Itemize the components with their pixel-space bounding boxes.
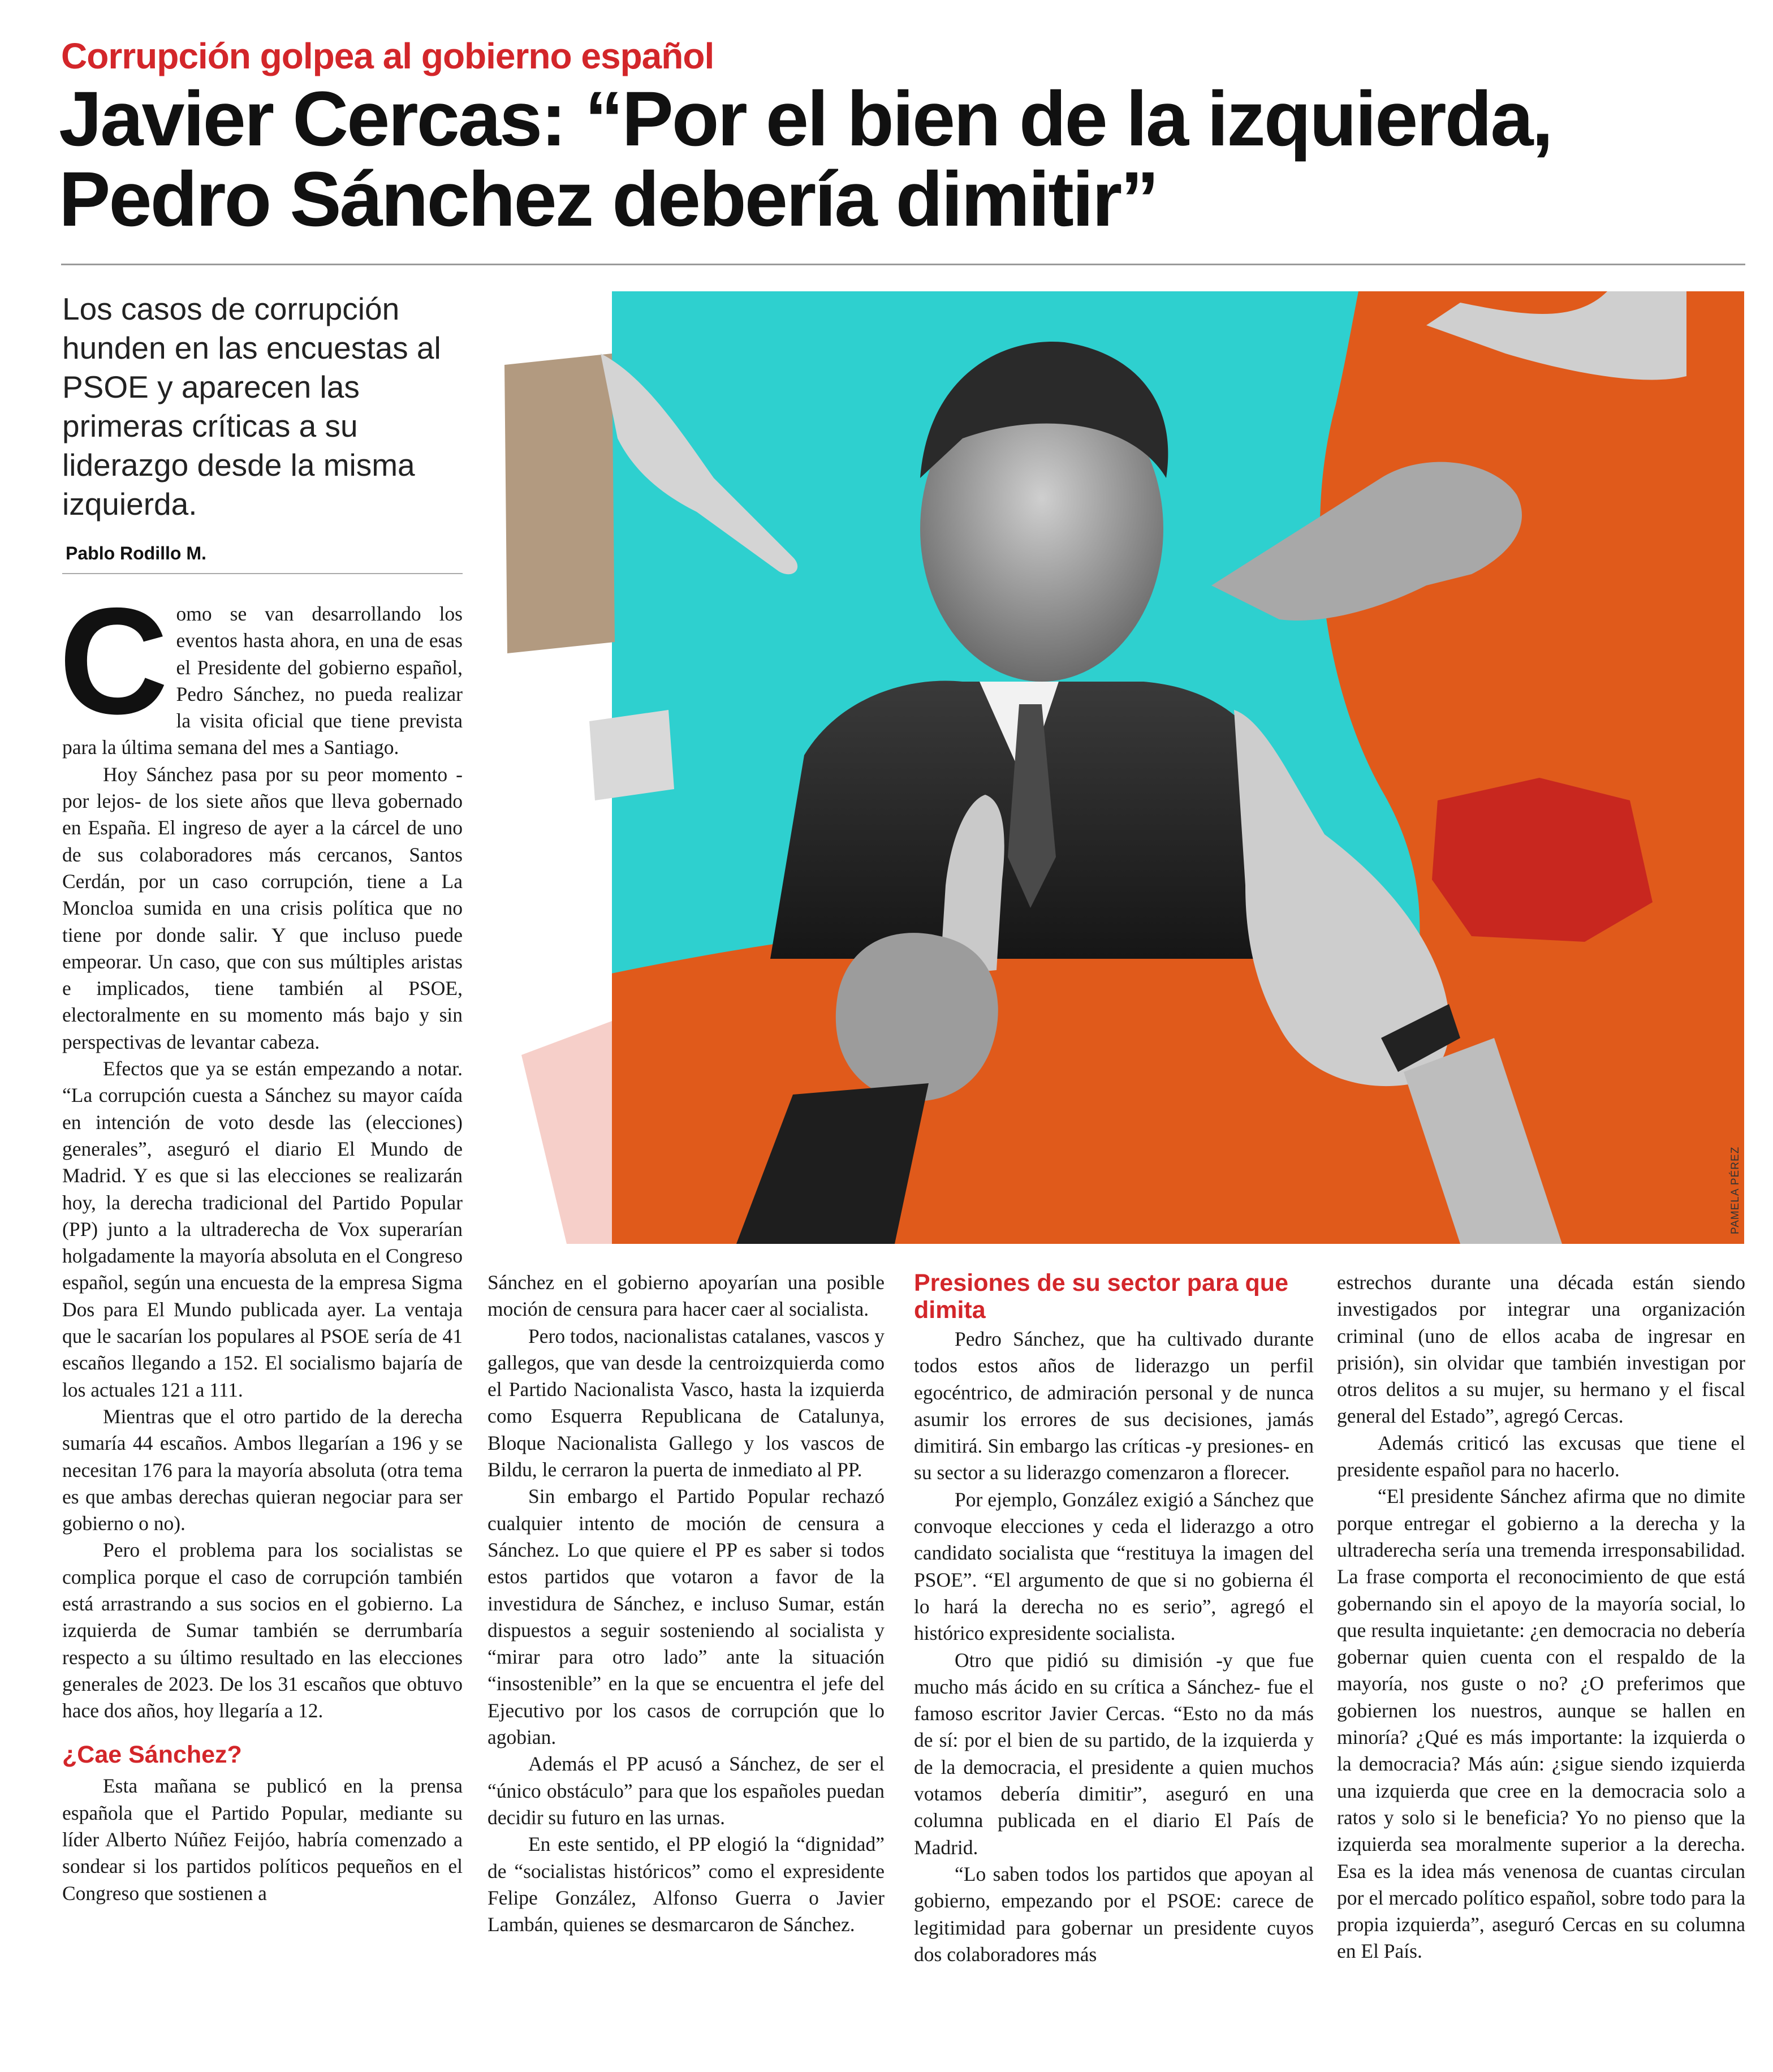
paragraph: Esta mañana se publicó en la prensa española que el Partido Popular, mediante su líder Alberto Núñez Feijóo, habría comenzado a sondear si los partidos políticos pequeños en el Congreso que sostienen a	[62, 1774, 463, 1905]
paragraph: Pedro Sánchez, que ha cultivado durante todos estos años de liderazgo un perfil egocéntrico, de admiración personal y de nunca asumir los errores de sus decisiones, jamás dimitirá. Sin embargo las críticas -y presiones- en su sector a su liderazgo comenzaron a florecer.	[914, 1328, 1314, 1484]
paragraph: Hoy Sánchez pasa por su peor momento -por lejos- de los siete años que lleva gobernado en España. El ingreso de ayer a la cárcel de uno de sus colaboradores más cercanos, Santos Cerdán, por un caso corrupción, tiene a La Moncloa sumida en una crisis política que no tiene por donde salir. Y que incluso puede empeorar. Un caso, que con sus múltiples aristas e implicados, tiene también al PSOE, electoralmente en su momento más bajo y sin perspectivas de levantar cabeza.	[62, 763, 463, 1053]
photo-credit: PAMELA PÉREZ	[1729, 1146, 1741, 1234]
headline-line-2: Pedro Sánchez debería dimitir”	[59, 156, 1158, 243]
paragraph	[59, 576, 463, 761]
paragraph: Además criticó las excusas que tiene el presidente español para no hacerlo.	[1337, 1431, 1745, 1481]
drop-cap: C	[59, 576, 169, 746]
paragraph-text: omo se van desarrollando los eventos hasta ahora, en una de esas el Presidente del gobierno español, Pedro Sánchez, no pueda realizar la visita oficial que tiene prevista para la última semana del mes a Santiago.	[62, 602, 463, 759]
paragraph: Otro que pidió su dimisión -y que fue mucho más ácido en su crítica a Sánchez- fue el famoso escritor Javier Cercas. “Esto no da más de sí: por el bien de su partido, de la izquierda y de la democracia, el presidente a quien muchos votamos debería dimitir”, aseguró en una columna publicada en el diario El País de Madrid.	[914, 1648, 1314, 1859]
paragraph: “Lo saben todos los partidos que apoyan al gobierno, empezando por el PSOE: carece de legitimidad para gobernar un presidente cuyos dos colaboradores más	[914, 1862, 1314, 1966]
newspaper-scrap	[589, 710, 674, 800]
headline-line-1: Javier Cercas: “Por el bien de la izquierda,	[59, 76, 1552, 162]
paragraph: Mientras que el otro partido de la derecha sumaría 44 escaños. Ambos llegarían a 196 y se necesitan 176 para la mayoría absoluta (otra tema es que ambas derechas quieran negociar para ser gobierno o no).	[62, 1405, 463, 1535]
body-column-1	[59, 576, 463, 1907]
paragraph: estrechos durante una década están siendo investigados por integrar una organización criminal (uno de ellos acaba de ingresar en prisión), sin olvidar que también investigan por otros delitos a su mujer, su hermano y el fiscal general del Estado”, agregó Cercas.	[1337, 1271, 1745, 1428]
paragraph: Efectos que ya se están empezando a notar. “La corrupción cuesta a Sánchez su mayor caída en intención de voto desde las (elecciones) generales”, aseguró el diario El Mundo de Madrid. Y es que si las elecciones se realizarán hoy, la derecha tradicional del Partido Popular (PP) junto a la ultraderecha de Vox superarían holgadamente la mayoría absoluta en el Congreso español, según una encuesta de la empresa Sigma Dos para El Mundo publicada ayer. La ventaja que le sacarían los populares al PSOE sería de 41 escaños llegando a 152. El socialismo bajaría de los actuales 121 a 111.	[62, 1057, 463, 1401]
byline-divider	[62, 573, 463, 574]
hand-center-fist	[836, 933, 998, 1101]
paragraph: Pero todos, nacionalistas catalanes, vascos y gallegos, que van desde la centroizquierda como el Partido Nacionalista Vasco, hasta la izquierda como Esquerra Republicana de Catalunya, Bloque Nacionalista Gallego y los vascos de Bildu, le cerraron la puerta de inmediato al PP.	[488, 1324, 885, 1481]
body-column-4	[1337, 1269, 1745, 1965]
illustration	[499, 291, 1744, 1244]
red-paper-scrap	[1432, 778, 1653, 942]
paragraph: Además el PP acusó a Sánchez, de ser el “único obstáculo” para que los españoles puedan decidir su futuro en las urnas.	[488, 1752, 885, 1829]
standfirst: Los casos de corrupción hunden en las encuestas al PSOE y aparecen las primeras críticas a su liderazgo desde la misma izquierda.	[62, 291, 441, 522]
paragraph: Sin embargo el Partido Popular rechazó cualquier intento de moción de censura a Sánchez. Lo que quiere el PP es saber si todos estos partidos que votaron a favor de la investidura de Sánchez, e incluso Sumar, están dispuestos a seguir sosteniendo al socialista y “mirar para otro lado” ante la situación “insostenible” en la que se encuentra el jefe del Ejecutivo por los casos de corrupción que lo agobian.	[488, 1485, 885, 1749]
paper-texture	[504, 354, 615, 653]
subhead-cae-sanchez: ¿Cae Sánchez?	[62, 1741, 242, 1769]
paragraph: Pero el problema para los socialistas se complica porque el caso de corrupción también está arrastrando a sus socios en el gobierno. La izquierda de Sumar también se derrumbaría respecto a su último resultado en las elecciones generales de 2023. De los 31 escaños que obtuvo hace dos años, hoy llegaría a 12.	[62, 1539, 463, 1722]
header-divider	[61, 264, 1745, 265]
paragraph: En este sentido, el PP elogió la “dignidad” de “socialistas históricos” como el expresidente Felipe González, Alfonso Guerra o Javier Lambán, quienes se desmarcaron de Sánchez.	[488, 1833, 885, 1936]
paragraph: “El presidente Sánchez afirma que no dimite porque entregar el gobierno a la derecha y la ultraderecha sería una tremenda irresponsabilidad. La frase comporta el reconocimiento de que está gobernando sin el apoyo de la mayoría social, lo que resulta inquietante: ¿en democracia no debería gobernar quien cuenta con el respaldo de la mayoría, nos guste o no? ¿O preferimos que gobiernen los nuestros, aunque se hallen en minoría? ¿Qué es más importante: la izquierda o la democracia? Más aún: ¿sigue siendo izquierda una izquierda que cree en la democracia solo a ratos y solo si le beneficia? Yo no pienso que la izquierda sea moralmente superior a la derecha. Esa es la idea más venenosa de cuantas circulan por el mercado político español, sobre todo para la propia izquierda”, aseguró Cercas en su columna en El País.	[1337, 1485, 1745, 1963]
subhead-presiones: Presiones de su sector para que dimita	[914, 1269, 1288, 1324]
byline: Pablo Rodillo M.	[66, 543, 206, 563]
paragraph: Por ejemplo, González exigió a Sánchez que convoque elecciones y ceda el liderazgo a otro candidato socialista que “restituya la imagen del PSOE”. “El argumento de que si no gobierna él lo hará la derecha no es serio”, agregó el histórico expresidente socialista.	[914, 1488, 1314, 1645]
headline	[59, 76, 1733, 243]
body-column-3	[914, 1269, 1314, 1968]
paragraph: Sánchez en el gobierno apoyarían una posible moción de censura para hacer caer al socialista.	[488, 1271, 885, 1321]
body-column-2	[488, 1269, 885, 1938]
section-kicker: Corrupción golpea al gobierno español	[61, 36, 714, 76]
